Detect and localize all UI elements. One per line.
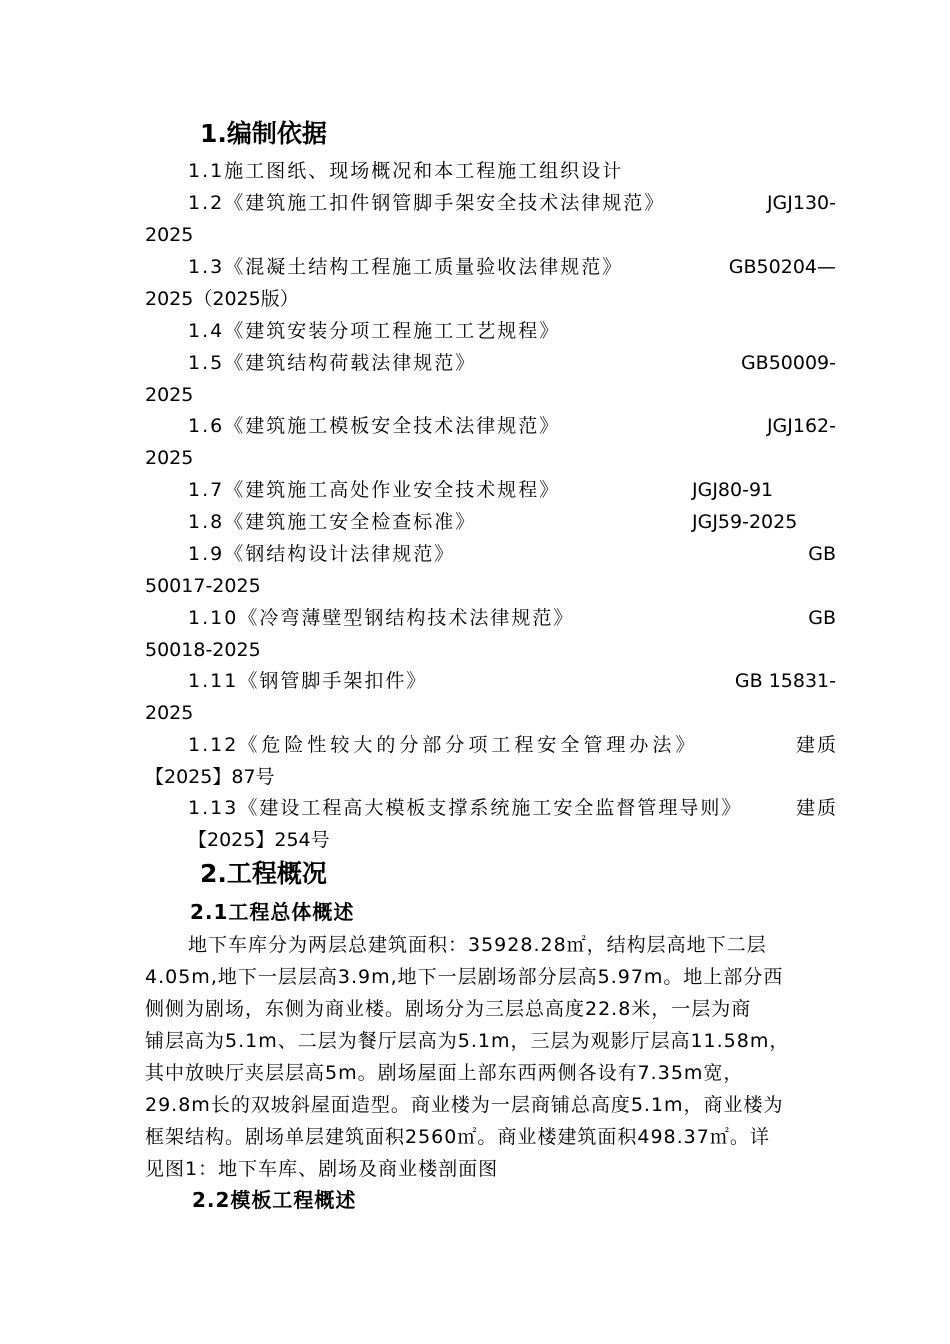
basis-code: 建质 xyxy=(795,734,838,756)
basis-code-cont: 【2025】87号 xyxy=(145,766,275,788)
basis-text: 《混凝土结构工程施工质量验收法律规范》 xyxy=(224,256,624,278)
basis-item-1-9 xyxy=(188,541,455,567)
basis-code-cont: 2025 xyxy=(145,384,194,406)
overview-line: 4.05m,地下一层层高3.9m,地下一层剧场部分层高5.97m。地上部分西 xyxy=(145,966,784,988)
basis-item-1-11 xyxy=(188,668,427,694)
basis-text: 施工图纸、现场概况和本工程施工组织设计 xyxy=(224,160,624,182)
basis-code: GB xyxy=(808,543,836,565)
section-1-title: 1.编制依据 xyxy=(200,119,327,148)
basis-text: 《建筑施工高处作业安全技术规程》 xyxy=(224,479,561,501)
section-2-title: 2.工程概况 xyxy=(200,859,327,888)
basis-num: 1.8 xyxy=(188,511,225,533)
basis-num: 1.4 xyxy=(188,320,225,342)
basis-text: 《钢结构设计法律规范》 xyxy=(224,543,456,565)
basis-num: 1.6 xyxy=(188,415,225,437)
overview-line: 见图1：地下车库、剧场及商业楼剖面图 xyxy=(145,1158,499,1180)
basis-num: 1.13 xyxy=(188,797,239,819)
basis-code: GB50009- xyxy=(740,352,836,374)
basis-code: GB50204— xyxy=(728,256,836,278)
basis-code: GB 15831- xyxy=(734,670,836,692)
basis-item-1-13 xyxy=(188,795,742,821)
overview-line: 框架结构。剧场单层建筑面积2560㎡。商业楼建筑面积498.37㎡。详 xyxy=(145,1126,770,1148)
basis-text: 《建筑结构荷载法律规范》 xyxy=(224,352,477,374)
basis-item-1-8 xyxy=(188,509,476,535)
section-2-1-title: 2.1工程总体概述 xyxy=(190,900,355,924)
basis-code-cont: 2025（2025版） xyxy=(145,288,299,310)
overview-line: 侧侧为剧场，东侧为商业楼。剧场分为三层总高度22.8米，一层为商 xyxy=(145,998,752,1020)
basis-text: 《冷弯薄壁型钢结构技术法律规范》 xyxy=(238,607,575,629)
basis-text: 《建筑施工扣件钢管脚手架安全技术法律规范》 xyxy=(224,192,666,214)
basis-code: 建质 xyxy=(795,797,838,819)
basis-code-cont: 50017-2025 xyxy=(145,575,261,597)
basis-code: JGJ80-91 xyxy=(692,479,774,501)
basis-text: 《建筑施工安全检查标准》 xyxy=(224,511,477,533)
basis-num: 1.10 xyxy=(188,607,239,629)
basis-item-1-4 xyxy=(188,318,560,344)
basis-item-1-6 xyxy=(188,413,560,439)
basis-item-1-7 xyxy=(188,477,560,503)
basis-num: 1.9 xyxy=(188,543,225,565)
basis-code-cont: 2025 xyxy=(145,447,194,469)
basis-num: 1.5 xyxy=(188,352,225,374)
basis-code: GB xyxy=(808,607,836,629)
basis-num: 1.2 xyxy=(188,192,225,214)
basis-num: 1.12 xyxy=(188,734,239,756)
basis-text: 《建筑安装分项工程施工工艺规程》 xyxy=(224,320,561,342)
basis-code: JGJ130- xyxy=(766,192,836,214)
overview-paragraph xyxy=(145,929,835,1185)
basis-text: 《危险性较大的分部分项工程安全管理办法》 xyxy=(238,734,699,756)
basis-num: 1.3 xyxy=(188,256,225,278)
basis-num: 1.11 xyxy=(188,670,239,692)
basis-item-1-2 xyxy=(188,190,665,216)
overview-line: 其中放映厅夹层层高5m。剧场屋面上部东西两侧各设有7.35m宽， xyxy=(145,1062,744,1084)
basis-item-1-5 xyxy=(188,350,476,376)
basis-code-cont: 【2025】254号 xyxy=(188,829,330,851)
basis-code: JGJ59-2025 xyxy=(692,511,798,533)
basis-text: 《建筑施工模板安全技术法律规范》 xyxy=(224,415,561,437)
basis-num: 1.1 xyxy=(188,160,225,182)
basis-text: 《钢管脚手架扣件》 xyxy=(238,670,428,692)
basis-item-1-12 xyxy=(188,732,698,758)
basis-code-cont: 50018-2025 xyxy=(145,639,261,661)
basis-text: 《建设工程高大模板支撑系统施工安全监督管理导则》 xyxy=(238,797,743,819)
basis-item-1-3 xyxy=(188,254,623,280)
basis-item-1-1 xyxy=(188,158,623,184)
overview-line: 地下车库分为两层总建筑面积：35928.28㎡，结构层高地下二层 xyxy=(188,934,767,956)
overview-line: 铺层高为5.1m、二层为餐厅层高为5.1m，三层为观影厅层高11.58m， xyxy=(145,1030,790,1052)
overview-line: 29.8m长的双坡斜屋面造型。商业楼为一层商铺总高度5.1m，商业楼为 xyxy=(145,1094,784,1116)
basis-code-cont: 2025 xyxy=(145,224,194,246)
basis-item-1-10 xyxy=(188,605,574,631)
basis-code-cont: 2025 xyxy=(145,702,194,724)
section-2-2-title: 2.2模板工程概述 xyxy=(192,1188,357,1212)
basis-code: JGJ162- xyxy=(766,415,836,437)
basis-num: 1.7 xyxy=(188,479,225,501)
